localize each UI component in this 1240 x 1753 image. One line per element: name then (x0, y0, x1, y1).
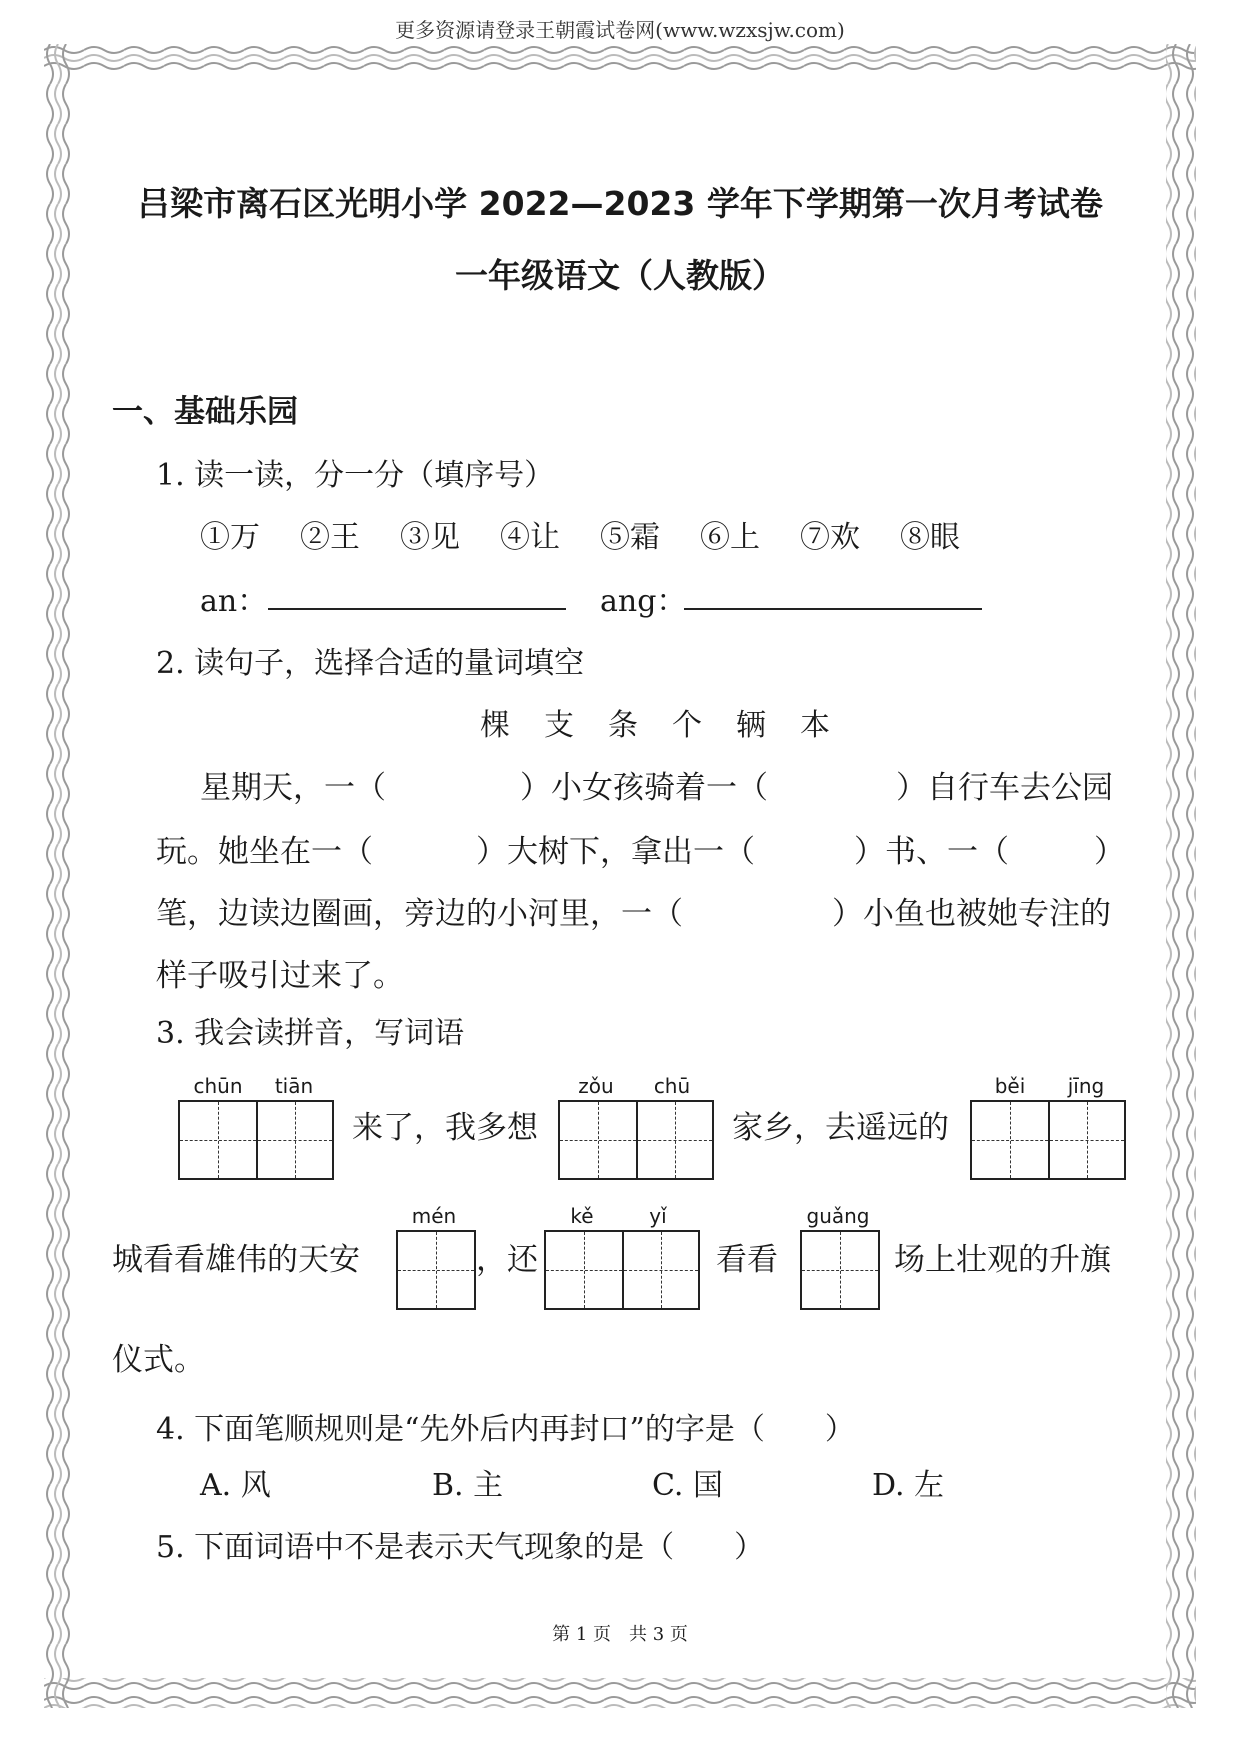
option-c[interactable]: C. 国 (652, 1468, 723, 1503)
tian-grid-box[interactable] (970, 1100, 1126, 1180)
q2-text: 样子吸引过来了。 (156, 958, 404, 994)
q3-text: 来了，我多想 (352, 1110, 538, 1146)
question-3: 3. 我会读拼音，写词语 (156, 1016, 465, 1051)
q1-char: ⑥上 (700, 520, 760, 555)
pinyin: tiān (274, 1074, 314, 1098)
q2-text: 玩。她坐在一（ (156, 834, 373, 870)
exam-subtitle: 一年级语文（人教版） (455, 256, 785, 295)
q3-text: 场上壮观的升旗 (894, 1242, 1111, 1278)
question-5: 5. 下面词语中不是表示天气现象的是（ ） (156, 1530, 765, 1565)
q3-text: 城看看雄伟的天安 (112, 1242, 360, 1278)
pinyin: jīng (1067, 1074, 1105, 1098)
q3-text: ，还 (476, 1242, 538, 1278)
option-a[interactable]: A. 风 (200, 1468, 271, 1503)
measure-word-list: 棵 支 条 个 辆 本 (480, 708, 832, 743)
q1-char: ①万 (200, 520, 260, 555)
watermark-text: 更多资源请登录王朝霞试卷网(www.wzxsjw.com) (395, 18, 845, 42)
option-b[interactable]: B. 主 (432, 1468, 504, 1503)
q2-text: ） (1094, 834, 1125, 870)
ang-answer-line[interactable] (684, 608, 982, 610)
q2-text: 笔，边读边圈画，旁边的小河里，一（ (156, 896, 683, 932)
pinyin: běi (994, 1074, 1026, 1098)
q2-text: ）大树下，拿出一（ (476, 834, 755, 870)
pinyin: chū (653, 1074, 691, 1098)
tian-grid-box[interactable] (178, 1100, 334, 1180)
option-d[interactable]: D. 左 (872, 1468, 945, 1503)
exam-title: 吕梁市离石区光明小学 2022—2023 学年下学期第一次月考试卷 (137, 184, 1103, 223)
pinyin: mén (411, 1204, 457, 1228)
tian-grid-box[interactable] (558, 1100, 714, 1180)
q2-text: 星期天，一（ (200, 770, 386, 806)
tian-grid-box[interactable] (396, 1230, 476, 1310)
q3-text: 看看 (716, 1242, 778, 1278)
q2-text: ）书、一（ (854, 834, 1009, 870)
q1-char: ⑦欢 (800, 520, 860, 555)
q3-text: 家乡，去遥远的 (732, 1110, 949, 1146)
q2-text: ）小女孩骑着一（ (520, 770, 768, 806)
pinyin: guǎng (806, 1204, 870, 1228)
q1-char: ④让 (500, 520, 560, 555)
q2-text: ）自行车去公园 (896, 770, 1113, 806)
q1-char: ⑧眼 (900, 520, 960, 555)
tian-grid-box[interactable] (800, 1230, 880, 1310)
an-label: an： (200, 584, 268, 619)
question-4: 4. 下面笔顺规则是“先外后内再封口”的字是（ ） (156, 1412, 855, 1447)
pinyin: yǐ (649, 1204, 667, 1228)
question-2: 2. 读句子，选择合适的量词填空 (156, 646, 585, 681)
ang-label: ang： (600, 584, 687, 619)
pinyin: kě (570, 1204, 594, 1228)
pinyin: chūn (193, 1074, 243, 1098)
section-heading: 一、基础乐园 (112, 394, 298, 430)
q2-text: ）小鱼也被她专注的 (832, 896, 1111, 932)
question-1: 1. 读一读，分一分（填序号） (156, 458, 555, 493)
q1-char: ③见 (400, 520, 460, 555)
q1-char: ②王 (300, 520, 360, 555)
q3-text: 仪式。 (112, 1342, 205, 1378)
page-footer: 第 1 页 共 3 页 (552, 1624, 688, 1645)
an-answer-line[interactable] (268, 608, 566, 610)
q1-char: ⑤霜 (600, 520, 660, 555)
tian-grid-box[interactable] (544, 1230, 700, 1310)
pinyin: zǒu (578, 1074, 614, 1098)
